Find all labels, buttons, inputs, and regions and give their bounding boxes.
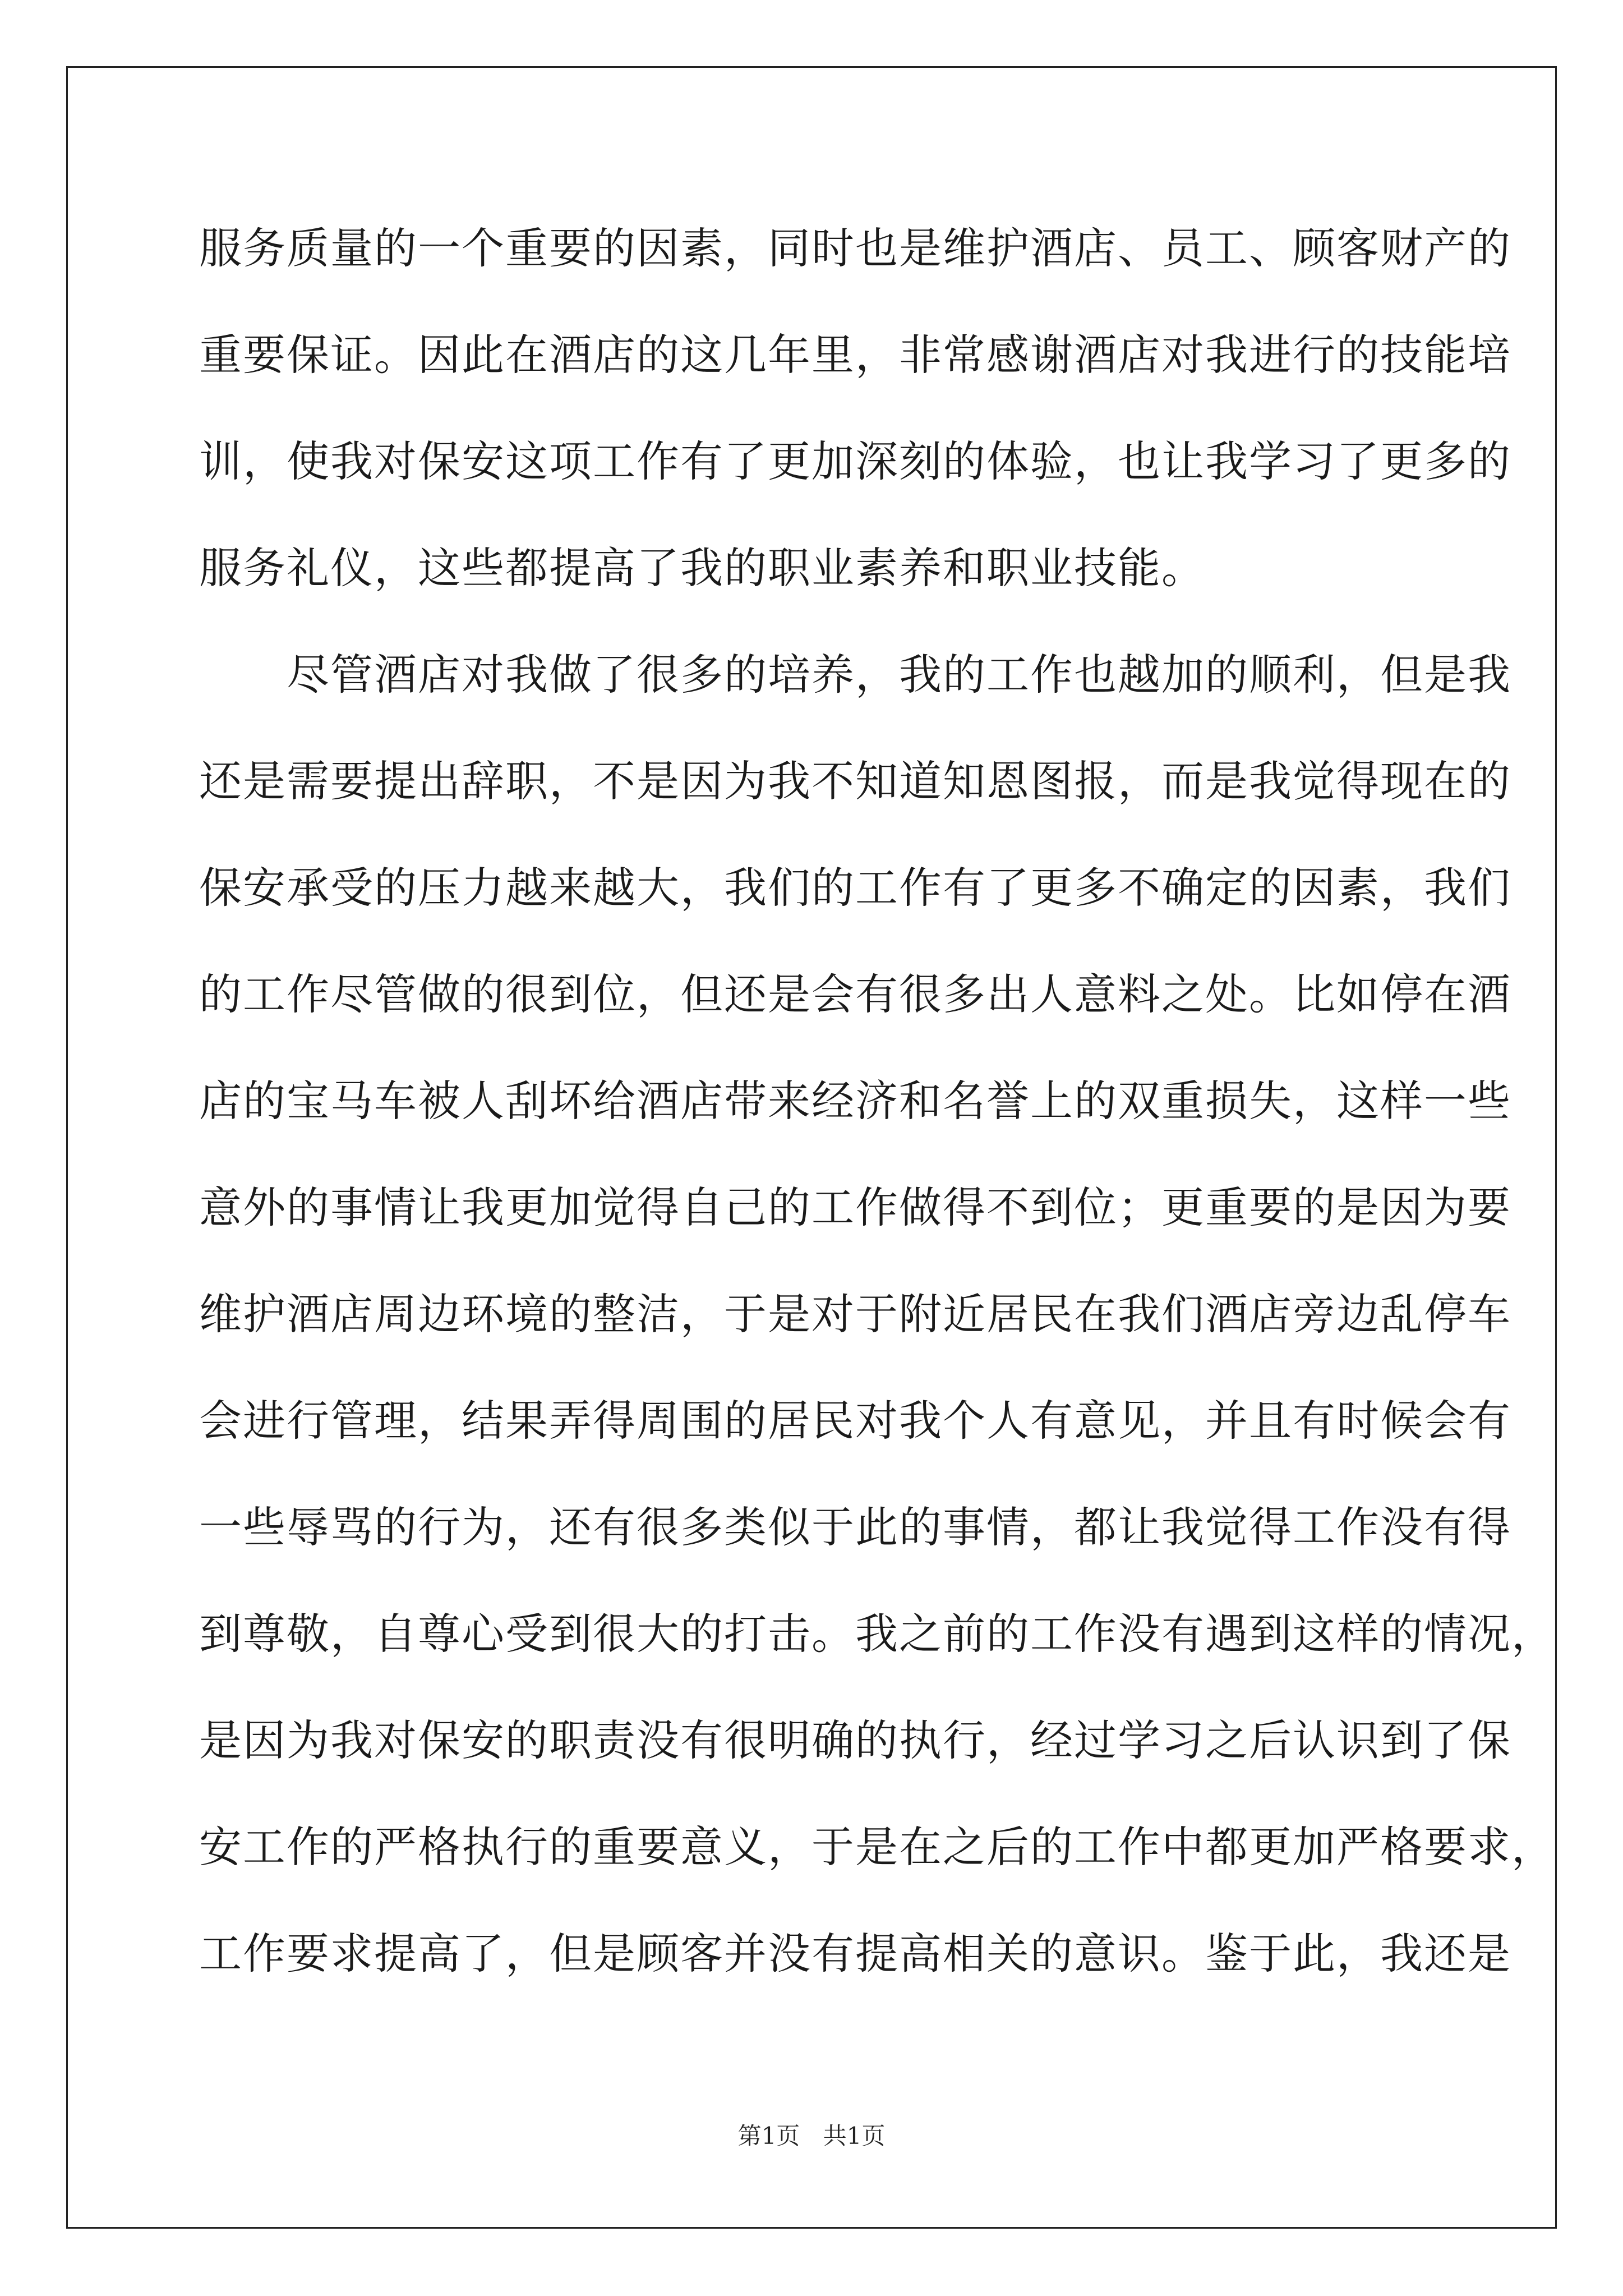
page-total: 共1页 bbox=[823, 2122, 886, 2150]
text-line: 重要保证。因此在酒店的这几年里，非常感谢酒店对我进行的技能培 bbox=[199, 330, 1511, 380]
text-line: 服务质量的一个重要的因素，同时也是维护酒店、员工、顾客财产的 bbox=[199, 223, 1511, 273]
page-number: 第1页 bbox=[737, 2122, 800, 2150]
page-footer bbox=[0, 2119, 1623, 2153]
text-line: 会进行管理，结果弄得周围的居民对我个人有意见，并且有时候会有 bbox=[199, 1396, 1511, 1446]
text-line: 店的宝马车被人刮坏给酒店带来经济和名誉上的双重损失，这样一些 bbox=[199, 1076, 1511, 1126]
text-line: 意外的事情让我更加觉得自己的工作做得不到位；更重要的是因为要 bbox=[199, 1182, 1511, 1232]
text-line: 安工作的严格执行的重要意义，于是在之后的工作中都更加严格要求， bbox=[199, 1822, 1555, 1872]
text-line: 训，使我对保安这项工作有了更加深刻的体验，也让我学习了更多的 bbox=[199, 436, 1511, 486]
text-line: 服务礼仪，这些都提高了我的职业素养和职业技能。 bbox=[199, 543, 1205, 593]
text-line: 工作要求提高了，但是顾客并没有提高相关的意识。鉴于此，我还是 bbox=[199, 1929, 1511, 1978]
text-line: 尽管酒店对我做了很多的培养，我的工作也越加的顺利，但是我 bbox=[199, 650, 1511, 700]
text-line: 到尊敬，自尊心受到很大的打击。我之前的工作没有遇到这样的情况， bbox=[199, 1609, 1555, 1659]
text-line: 的工作尽管做的很到位，但还是会有很多出人意料之处。比如停在酒 bbox=[199, 969, 1511, 1019]
document-body bbox=[199, 218, 1555, 2030]
text-line: 维护酒店周边环境的整洁，于是对于附近居民在我们酒店旁边乱停车 bbox=[199, 1289, 1511, 1339]
text-line: 是因为我对保安的职责没有很明确的执行，经过学习之后认识到了保 bbox=[199, 1715, 1511, 1765]
text-line: 一些辱骂的行为，还有很多类似于此的事情，都让我觉得工作没有得 bbox=[199, 1502, 1511, 1552]
text-line: 还是需要提出辞职，不是因为我不知道知恩图报，而是我觉得现在的 bbox=[199, 756, 1511, 806]
text-line: 保安承受的压力越来越大，我们的工作有了更多不确定的因素，我们 bbox=[199, 863, 1511, 913]
